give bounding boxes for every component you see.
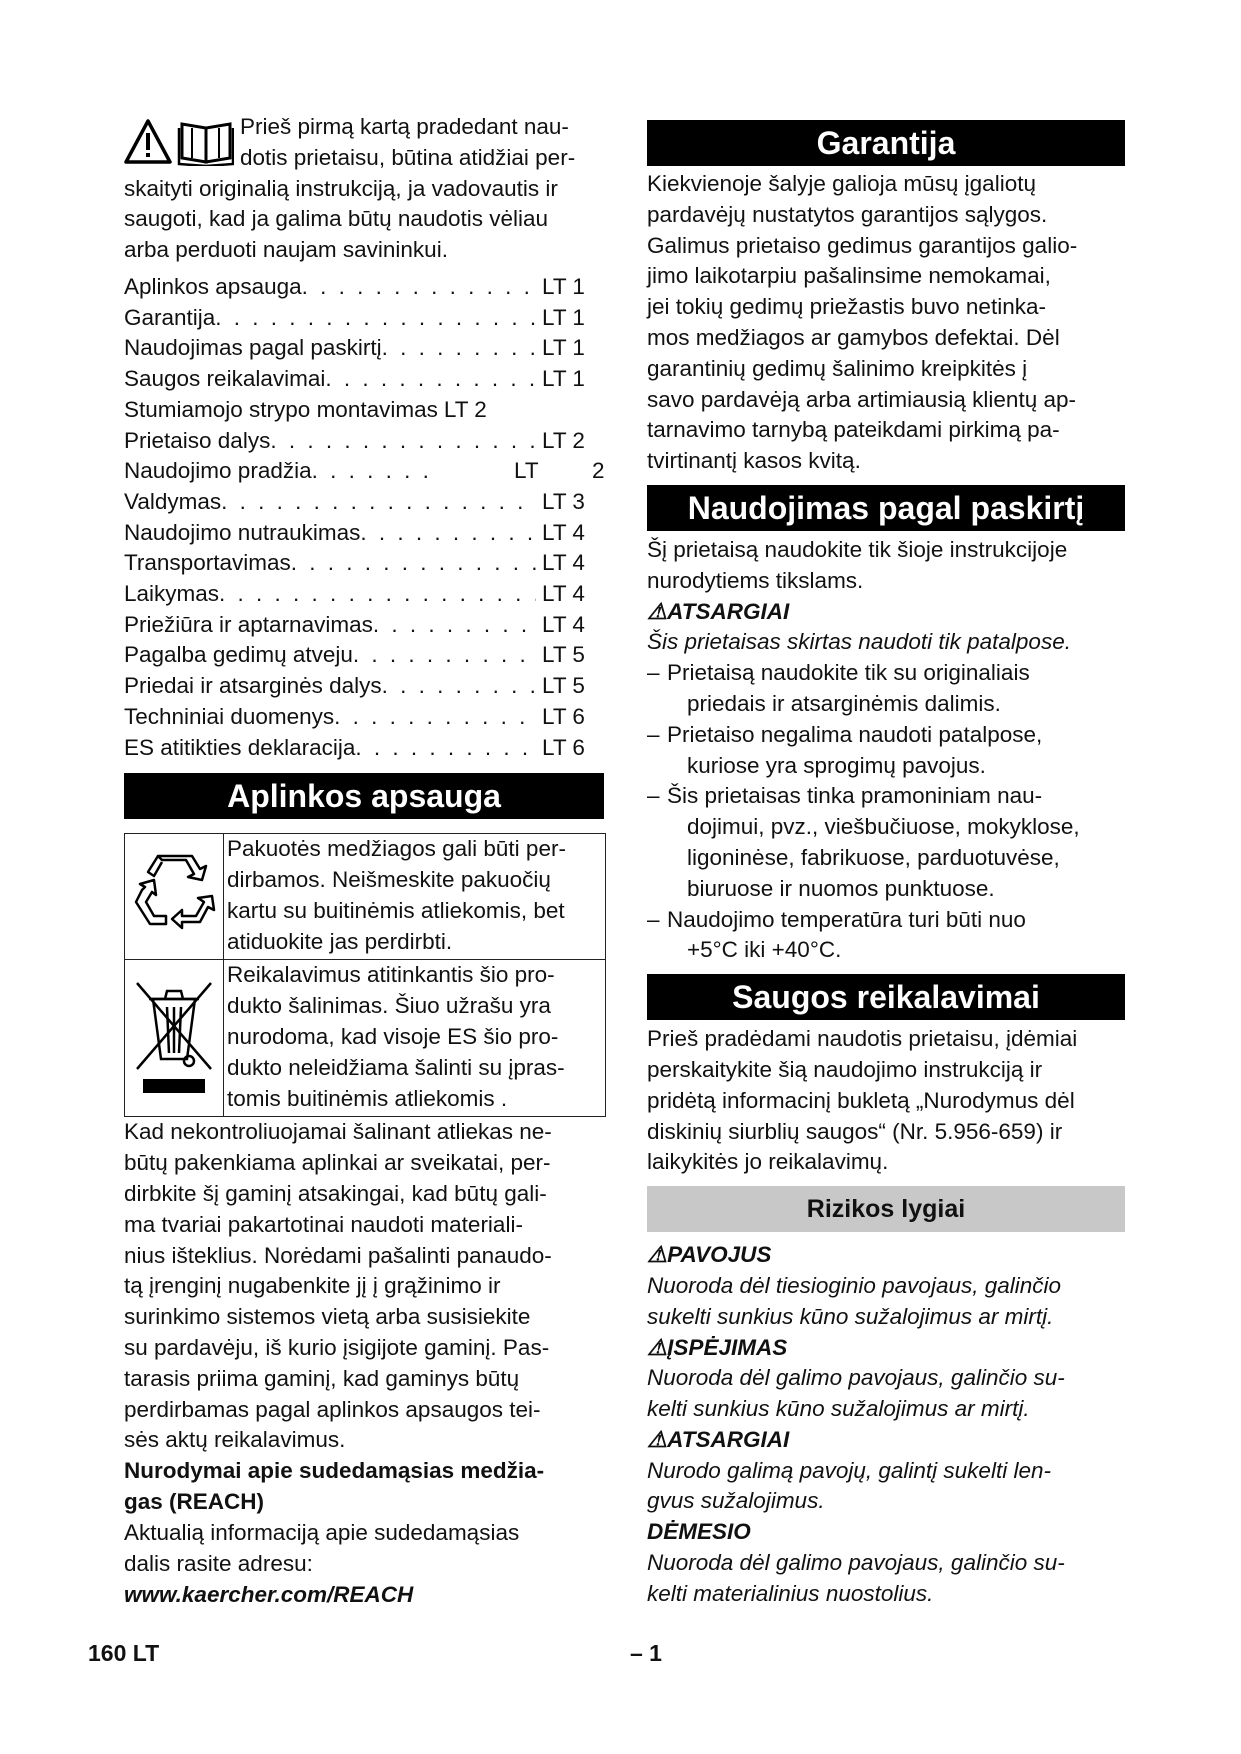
text-line: pridėtą informacinį bukletą „Nurodymus dėl — [647, 1087, 1075, 1113]
caution-text: Šis prietaisas skirtas naudoti tik patalpose. — [647, 629, 1071, 655]
text-line: ma tvariai pakartotinai naudoti materiali- — [124, 1211, 523, 1237]
toc-entry[interactable]: Priedai ir atsarginės dalys . . . LT 5 — [124, 671, 604, 702]
toc-entry[interactable]: Transportavimas . . . LT 4 — [124, 548, 604, 579]
text-line: Kad nekontroliuojamai šalinant atliekas ne- — [124, 1119, 552, 1145]
intended-use-paragraph — [647, 535, 1125, 597]
section-heading-warranty: Garantija — [647, 120, 1125, 166]
text-line: perskaitykite šią naudojimo instrukciją ir — [647, 1056, 1043, 1082]
warning-manual-icon — [124, 118, 240, 170]
toc-entry[interactable]: Pagalba gedimų atveju . . . LT 5 — [124, 640, 604, 671]
intro-line: arba perduoti naujam savininkui. — [124, 237, 448, 263]
text-line: kelti materialinius nuostolius. — [647, 1580, 934, 1606]
notice-label: DĖMESIO — [647, 1519, 751, 1545]
list-item: – Šis prietaisas tinka pramoniniam nau- dojimui, pvz., viešbučiuose, mokyklose, ligoninėse, fabrikuose, parduotuvėse, biuruose ir nuomos punktuose. — [647, 783, 1080, 901]
text-line: Nurodymai apie sudedamąsias medžia- — [124, 1458, 545, 1484]
text-line: tomis buitinėmis atliekomis . — [227, 1085, 508, 1111]
warning-triangle-icon: ⚠ — [647, 1426, 668, 1452]
text-line: gas (REACH) — [124, 1488, 265, 1514]
list-item: – Prietaisą naudokite tik su originaliais priedais ir atsarginėmis dalimis. — [647, 660, 1030, 716]
text-line: tarasis priima gaminį, kad gaminys būtų — [124, 1365, 520, 1391]
text-line: diskinių siurblių saugos“ (Nr. 5.956-659) ir — [647, 1118, 1063, 1144]
text-line: jei tokių gedimų priežastis buvo netinka- — [647, 294, 1046, 320]
warning-triangle-icon: ⚠ — [647, 1334, 668, 1360]
text-line: dirbamos. Neišmeskite pakuočių — [227, 867, 551, 893]
right-column — [647, 112, 1125, 1610]
text-line: dukto šalinimas. Šiuo užrašu yra — [227, 993, 551, 1019]
text-line: savo pardavėją arba artimiausią klientų ap- — [647, 386, 1076, 412]
text-line: sukelti sunkius kūno sužalojimus ar mirtį. — [647, 1303, 1054, 1329]
subheading-risk-levels: Rizikos lygiai — [647, 1186, 1125, 1232]
text-line: Nuoroda dėl tiesioginio pavojaus, galinčio — [647, 1272, 1062, 1298]
section-heading-safety: Saugos reikalavimai — [647, 974, 1125, 1020]
text-line: dukto neleidžiama šalinti su įpras- — [227, 1054, 565, 1080]
text-line: Galimus prietaiso gedimus garantijos galio- — [647, 232, 1078, 258]
text-line: tvirtinantį kasos kvitą. — [647, 448, 861, 474]
text-line: perdirbamas pagal aplinkos apsaugos tei- — [124, 1396, 541, 1422]
warning-triangle-icon: ⚠ — [647, 1242, 668, 1268]
text-line: sės aktų reikalavimus. — [124, 1427, 346, 1453]
text-line: Reikalavimus atitinkantis šio pro- — [227, 962, 555, 988]
text-line: nurodytiems tikslams. — [647, 567, 864, 593]
text-line: dalis rasite adresu: — [124, 1550, 313, 1576]
toc-entry[interactable]: Naudojimo nutraukimas . . . LT 4 — [124, 518, 604, 549]
text-line: kelti sunkius kūno sužalojimus ar mirtį. — [647, 1396, 1030, 1422]
list-item: – Prietaiso negalima naudoti patalpose, kuriose yra sprogimų pavojus. — [647, 721, 1043, 778]
text-line: jimo laikotarpiu pašalinsime nemokamai, — [647, 263, 1051, 289]
toc-entry[interactable]: Naudojimo pradžia . . . LT 2 — [124, 456, 604, 487]
text-line: Nuoroda dėl galimo pavojaus, galinčio su- — [647, 1550, 1065, 1576]
safety-paragraph — [647, 1024, 1125, 1178]
toc-entry[interactable]: Garantija . . . LT 1 — [124, 303, 604, 334]
text-line: tarnavimo tarnybą pateikdami pirkimą pa- — [647, 417, 1060, 443]
text-line: garantinių gedimų šalinimo kreipkitės į — [647, 355, 1028, 381]
text-line: surinkimo sistemos vietą arba susisiekite — [124, 1304, 531, 1330]
intro-line: saugoti, kad ja galima būtų naudotis vėliau — [124, 206, 549, 232]
toc-entry[interactable]: Prietaiso dalys . . . LT 2 — [124, 426, 604, 457]
text-line: Prieš pradėdami naudotis prietaisu, įdėmiai — [647, 1026, 1078, 1052]
text-line: laikykitės jo reikalavimų. — [647, 1149, 889, 1175]
text-line: Pakuotės medžiagos gali būti per- — [227, 836, 566, 862]
footer-page-number: – 1 — [630, 1640, 662, 1666]
list-item: – Naudojimo temperatūra turi būti nuo +5°C iki +40°C. — [647, 906, 1026, 963]
weee-note — [224, 960, 606, 1117]
footer-page-label: 160 LT — [88, 1640, 160, 1666]
toc-entry[interactable]: Naudojimas pagal paskirtį . . . LT 1 — [124, 333, 604, 364]
text-line: Kiekvienoje šalyje galioja mūsų įgaliotų — [647, 171, 1036, 196]
text-line: Aktualią informaciją apie sudedamąsias — [124, 1519, 520, 1545]
toc-entry[interactable]: Laikymas . . . LT 4 — [124, 579, 604, 610]
left-column — [124, 112, 604, 1611]
crossed-bin-icon — [125, 960, 224, 1117]
text-line: nius išteklius. Norėdami pašalinti panaudo- — [124, 1242, 552, 1268]
environment-table — [124, 833, 606, 1117]
risk-level-warning: ⚠ĮSPĖJIMAS Nuoroda dėl galimo pavojaus, galinčio su- kelti sunkius kūno sužalojimus ar mirtį. — [647, 1333, 1125, 1425]
text-line: gvus sužalojimus. — [647, 1488, 825, 1514]
text-line: pardavėjų nustatytos garantijos sąlygos. — [647, 201, 1048, 227]
intro-line: skaityti originalią instrukciją, ja vadovautis ir — [124, 175, 558, 201]
intro-block — [124, 112, 604, 266]
intro-line: Prieš pirmą kartą pradedant nau- — [240, 114, 569, 139]
toc-entry[interactable]: Priežiūra ir aptarnavimas . . . LT 4 — [124, 610, 604, 641]
intro-line: dotis prietaisu, būtina atidžiai per- — [240, 144, 576, 170]
text-line: atiduokite jas perdirbti. — [227, 928, 453, 954]
text-line: dirbkite šį gaminį atsakingai, kad būtų gali- — [124, 1181, 547, 1206]
text-line: kartu su buitinėmis atliekomis, bet — [227, 897, 565, 923]
text-line: Nurodo galimą pavojų, galintį sukelti len- — [647, 1457, 1051, 1483]
table-of-contents — [124, 272, 604, 763]
warning-triangle-icon: ⚠ — [647, 598, 668, 624]
text-line: mos medžiagos ar gamybos defektai. Dėl — [647, 324, 1060, 350]
risk-level-caution: ⚠ATSARGIAI Nurodo galimą pavojų, galintį sukelti len- gvus sužalojimus. — [647, 1425, 1125, 1517]
section-heading-intended-use: Naudojimas pagal paskirtį — [647, 485, 1125, 531]
text-line: būtų pakenkiama aplinkai ar sveikatai, per- — [124, 1150, 551, 1176]
toc-entry[interactable]: Stumiamojo strypo montavimas LT 2 — [124, 396, 487, 422]
text-line: su pardavėju, iš kurio įsigijote gaminį. Pas- — [124, 1334, 550, 1360]
reach-paragraph — [124, 1518, 604, 1580]
recycle-icon — [125, 834, 224, 960]
text-line: Nuoroda dėl galimo pavojaus, galinčio su- — [647, 1365, 1065, 1391]
text-line: tą įrenginį nugabenkite jį į grąžinimo ir — [124, 1273, 501, 1299]
toc-entry[interactable]: Techniniai duomenys . . . LT 6 — [124, 702, 604, 733]
text-line: Šį prietaisą naudokite tik šioje instrukcijoje — [647, 536, 1068, 562]
usage-list — [647, 658, 1125, 966]
toc-entry[interactable]: ES atitikties deklaracija . . . LT 6 — [124, 733, 604, 764]
risk-level-danger: ⚠PAVOJUS Nuoroda dėl tiesioginio pavojaus, galinčio sukelti sunkius kūno sužalojimus ar mirtį. — [647, 1240, 1125, 1332]
recycle-note — [224, 834, 606, 960]
risk-level-notice — [647, 1517, 1125, 1609]
text-line: nurodoma, kad visoje ES šio pro- — [227, 1024, 559, 1050]
toc-entry[interactable]: Valdymas . . . LT 3 — [124, 487, 604, 518]
reach-heading — [124, 1456, 604, 1518]
disposal-paragraph — [124, 1117, 604, 1456]
caution-label: ⚠ATSARGIAI — [647, 598, 790, 624]
warranty-paragraph — [647, 169, 1125, 477]
toc-entry[interactable]: Aplinkos apsauga . . . LT 1 — [124, 272, 604, 303]
toc-entry[interactable]: Saugos reikalavimai . . . LT 1 — [124, 364, 604, 395]
reach-link[interactable]: www.kaercher.com/REACH — [124, 1582, 414, 1608]
section-heading-environment: Aplinkos apsauga — [124, 773, 604, 819]
